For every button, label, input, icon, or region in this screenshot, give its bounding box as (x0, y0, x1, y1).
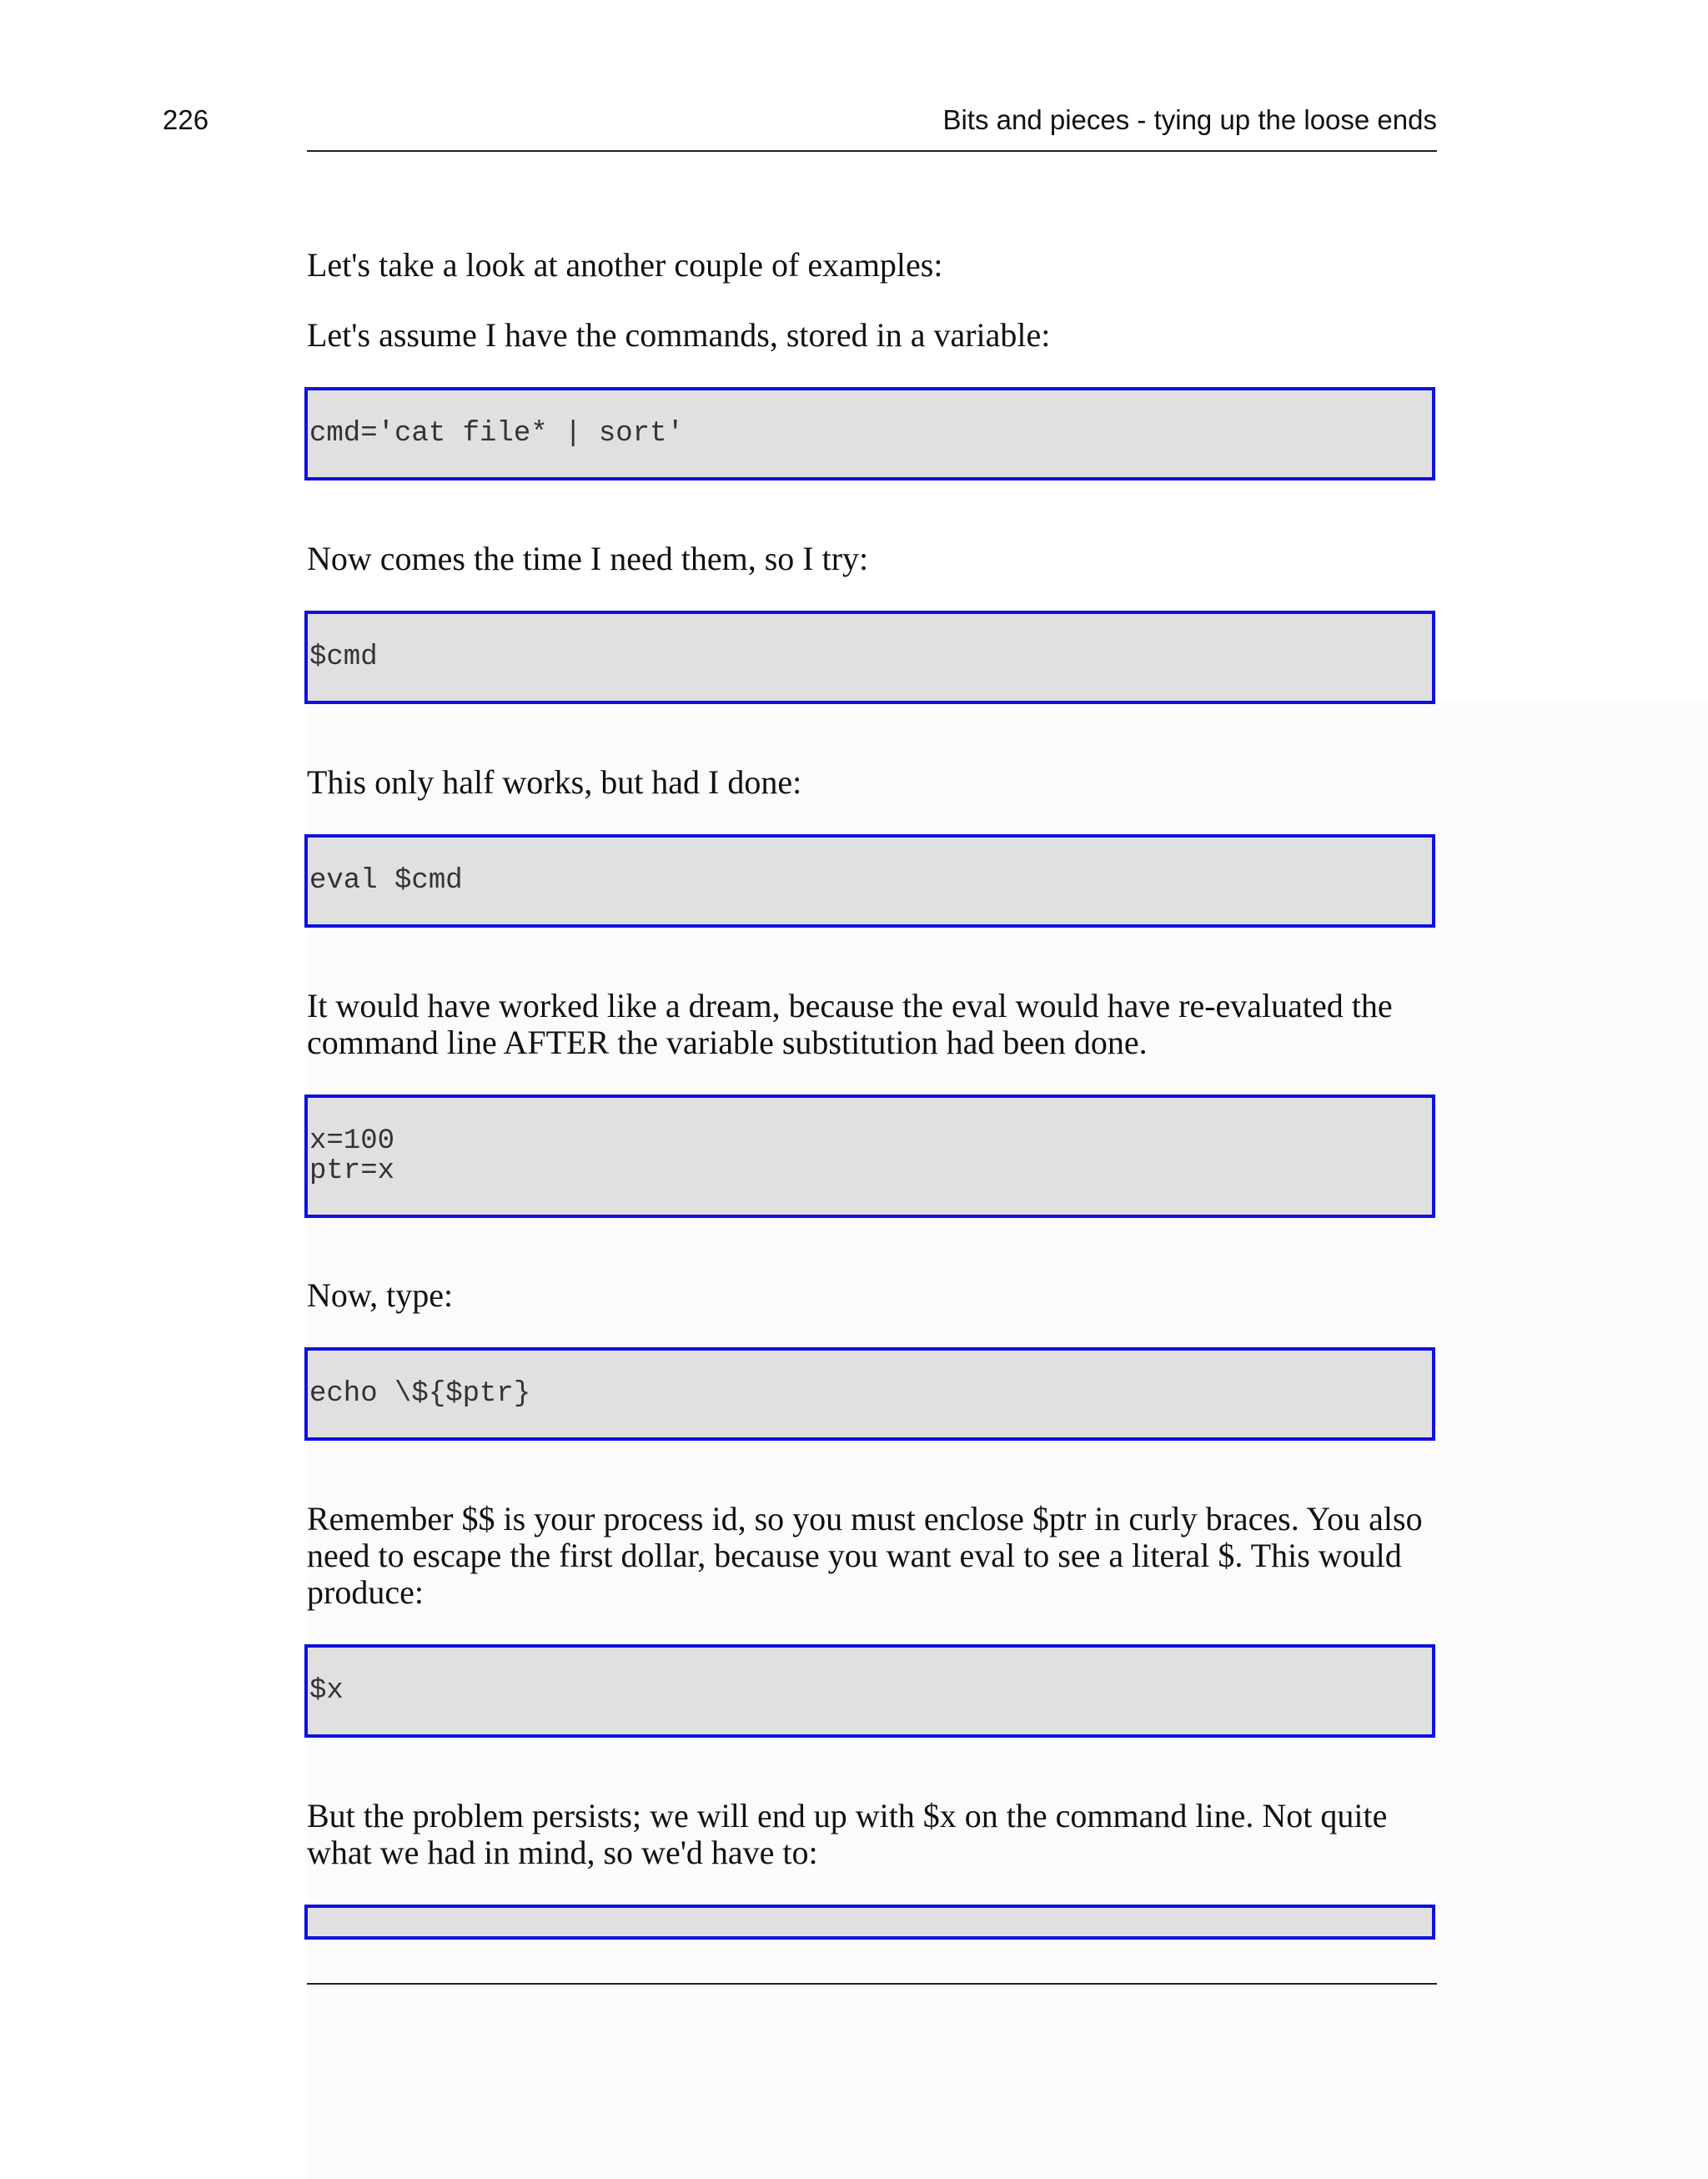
paragraph-problem-persists (307, 1798, 1424, 1871)
code-line: eval $cmd (309, 865, 463, 897)
paragraph-line: It would have worked like a dream, because the eval would have re-evaluated the (307, 987, 1393, 1024)
paragraph-line: Remember $$ is your process id, so you must enclose $ptr in curly braces. You also (307, 1500, 1423, 1537)
paragraph-eval-explanation (307, 988, 1424, 1061)
paragraph-half-works (307, 764, 1424, 801)
paragraph-line: Now comes the time I need them, so I try: (307, 540, 869, 577)
paragraph-line: Let's take a look at another couple of examples: (307, 246, 943, 284)
code-block-cmd (304, 611, 1435, 704)
code-line: echo \${$ptr} (309, 1378, 531, 1410)
paragraph-now-comes (307, 541, 1424, 577)
paragraph-line: produce: (307, 1573, 424, 1611)
code-block-cmd-assignment (304, 387, 1435, 481)
code-block-pointer-vars (304, 1095, 1435, 1218)
running-title: Bits and pieces - tying up the loose ends (942, 104, 1437, 135)
paragraph-assume (307, 317, 1424, 354)
code-line: $cmd (309, 642, 378, 673)
paragraph-line: But the problem persists; we will end up with $x on the command line. Not quite (307, 1797, 1388, 1834)
page-number: 226 (163, 104, 209, 135)
paragraph-now-type (307, 1277, 1424, 1314)
footer-rule (307, 1983, 1437, 1985)
paragraph-line: need to escape the first dollar, because you want eval to see a literal $. This would (307, 1537, 1402, 1574)
code-line: ptr=x (309, 1155, 395, 1187)
paragraph-intro (307, 247, 1424, 284)
code-block-continued (304, 1905, 1435, 1940)
code-line: cmd='cat file* | sort' (309, 418, 684, 450)
paragraph-line: command line AFTER the variable substitution had been done. (307, 1024, 1148, 1061)
paragraph-line: what we had in mind, so we'd have to: (307, 1834, 818, 1871)
code-line: $x (309, 1675, 344, 1707)
code-block-echo-ptr (304, 1347, 1435, 1441)
code-line: x=100 (309, 1125, 395, 1157)
paragraph-line: Let's assume I have the commands, stored in a variable: (307, 316, 1051, 354)
paragraph-remember (307, 1501, 1424, 1611)
paragraph-line: Now, type: (307, 1276, 454, 1314)
code-block-dollar-x (304, 1644, 1435, 1738)
header-rule (307, 150, 1437, 152)
code-block-eval-cmd (304, 834, 1435, 928)
paragraph-line: This only half works, but had I done: (307, 763, 802, 801)
